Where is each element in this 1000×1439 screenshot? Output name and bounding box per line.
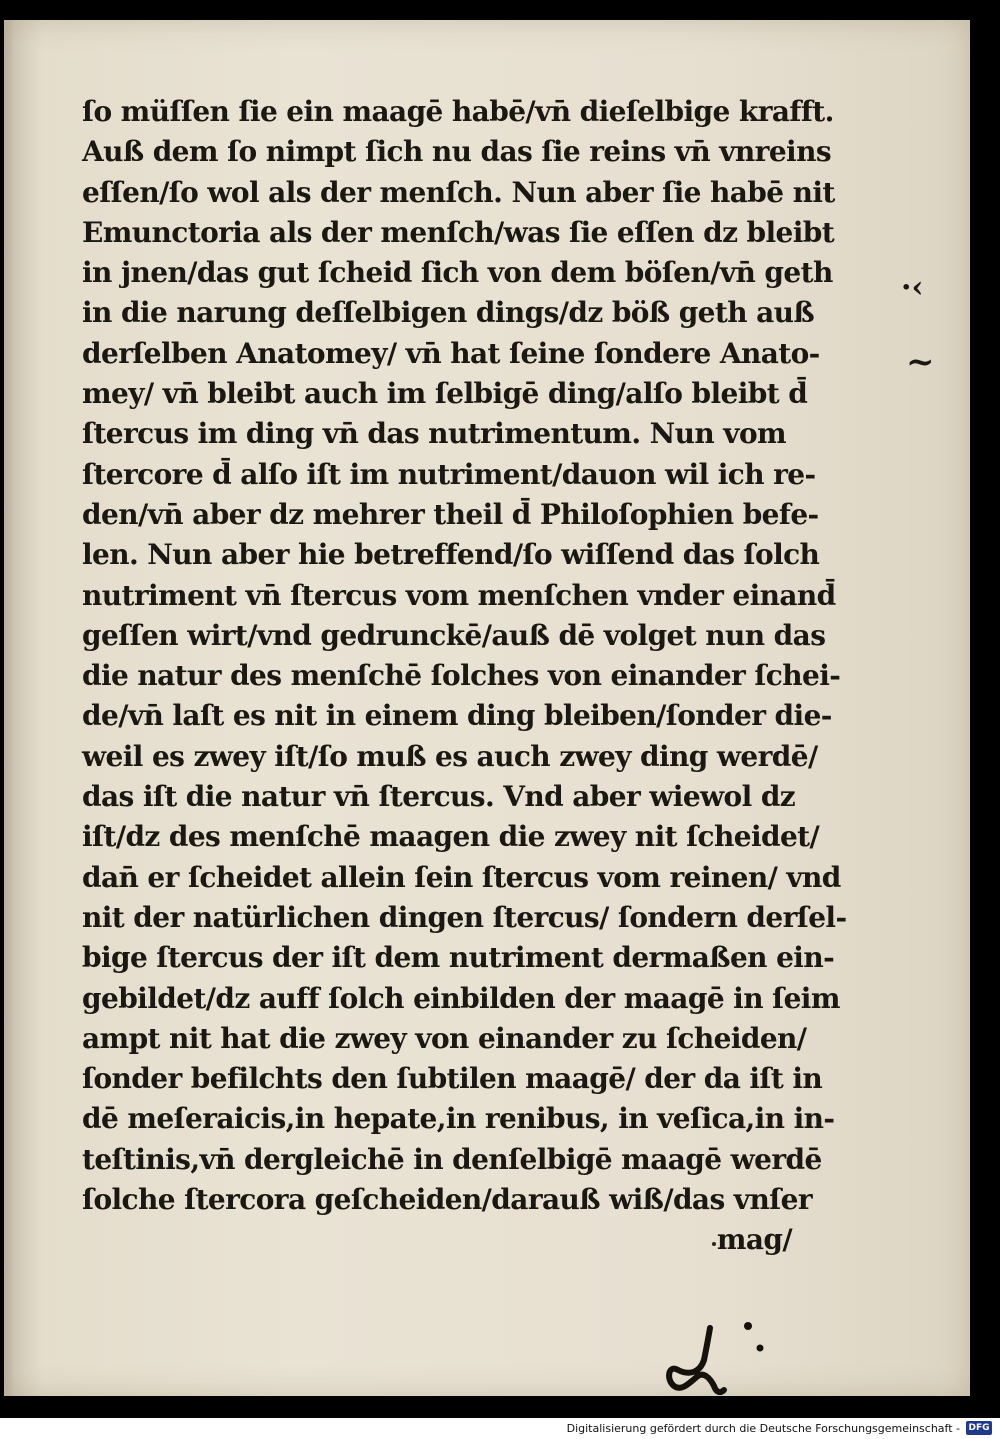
text-line: den/vn̄ aber dz mehrer theil d̄ Philoſophien befe- xyxy=(82,497,819,531)
text-line: in jnen/das gut ſcheid ſich von dem böſen/vn̄ geth xyxy=(82,256,833,290)
margin-mark: ·‹ xyxy=(901,270,924,305)
margin-mark: ~ xyxy=(906,342,935,382)
text-line: bige ſtercus der iſt dem nutriment dermaßen ein- xyxy=(82,941,835,975)
catchword: mag/ xyxy=(716,1223,792,1257)
text-line: ſo müſſen ſie ein maagē habē/vn̄ dieſelbige krafft. xyxy=(82,95,834,128)
text-line: derſelben Anatomey/ vn̄ hat ſeine ſondere Anato- xyxy=(82,336,820,370)
text-line: die natur des menſchē ſolches von einander ſchei- xyxy=(82,659,841,693)
text-line: weil es zwey iſt/ſo muß es auch zwey ding werdē/ xyxy=(82,739,818,773)
text-line: geſſen wirt/vnd gedrunckē/auß dē volget nun das xyxy=(82,618,826,652)
text-line: gebildet/dz auff ſolch einbilden der maagē in ſeim xyxy=(82,981,840,1015)
text-line: ſolche ſtercora geſcheiden/darauß wiß/das vnſer xyxy=(82,1183,813,1217)
text-line: nutriment vn̄ ſtercus vom menſchen vnder einand̄ xyxy=(82,578,836,612)
text-line: Emunctoria als der menſch/was ſie eſſen dz bleibt xyxy=(82,215,835,249)
text-line: iſt/dz des menſchē maagen die zwey nit ſcheidet/ xyxy=(82,820,820,854)
book-page xyxy=(4,20,970,1396)
text-line: in die narung deſſelbigen dings/dz böß geth auß xyxy=(82,296,815,330)
text-line: ſtercus im ding vn̄ das nutrimentum. Nun vom xyxy=(82,417,787,451)
text-line: mey/ vn̄ bleibt auch im ſelbigē ding/alſo bleibt d̄ xyxy=(82,377,808,411)
page-gutter xyxy=(4,20,14,1396)
text-line: ſonder befilchts den ſubtilen maagē/ der da iſt in xyxy=(82,1062,823,1096)
text-line: nit der natürlichen dingen ſtercus/ ſondern derſel- xyxy=(82,900,847,934)
text-line: dan̄ er ſcheidet allein ſein ſtercus vom reinen/ vnd xyxy=(82,860,841,894)
text-line: ſtercore d̄ alſo iſt im nutriment/dauon wil ich re- xyxy=(82,457,816,491)
text-line: Auß dem ſo nimpt ſich nu das ſie reins vn̄ vnreins xyxy=(82,135,831,169)
text-line: len. Nun aber hie betreffend/ſo wiſſend das ſolch xyxy=(82,538,820,572)
funding-credit: Digitalisierung gefördert durch die Deutsche Forschungsgemeinschaft - xyxy=(566,1422,960,1435)
text-line: teſtinis,vn̄ dergleichē in denſelbigē maagē werdē xyxy=(82,1142,822,1176)
dfg-logo: DFG xyxy=(966,1421,992,1435)
signature-mark-icon xyxy=(660,1320,770,1400)
text-line: das iſt die natur vn̄ ſtercus. Vnd aber wiewol dz xyxy=(82,780,796,814)
text-line: eſſen/ſo wol als der menſch. Nun aber ſie habē nit xyxy=(82,175,835,209)
footer-bar xyxy=(0,1418,1000,1439)
text-line: dē meſeraicis,in hepate,in renibus, in veſica,in in- xyxy=(82,1102,835,1136)
ink-dot xyxy=(712,1242,716,1246)
text-block xyxy=(82,92,847,1261)
text-line: ampt nit hat die zwey von einander zu ſcheiden/ xyxy=(82,1021,807,1055)
text-line: de/vn̄ laſt es nit in einem ding bleiben/ſonder die- xyxy=(82,699,832,733)
